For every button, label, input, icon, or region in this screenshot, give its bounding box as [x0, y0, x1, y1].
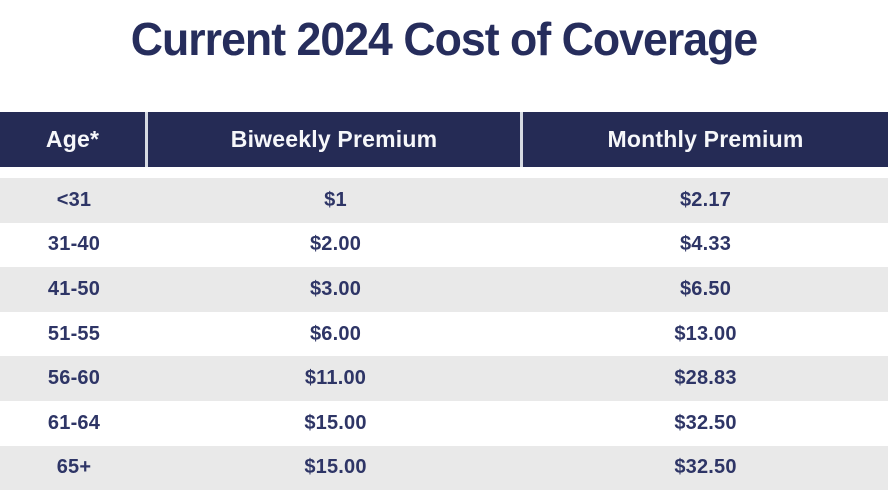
table-cell-age: 56-60: [47, 367, 101, 390]
table-body: [0, 178, 888, 490]
table-row: [0, 446, 888, 490]
table-cell-age: <31: [56, 188, 92, 211]
table-cell-monthly-premium: $28.83: [674, 367, 737, 390]
table-cell-monthly-premium: $2.17: [679, 188, 732, 211]
page-title: Current 2024 Cost of Coverage: [130, 13, 758, 65]
table-cell-biweekly-premium: $6.00: [309, 322, 362, 345]
table-cell-age: 61-64: [47, 411, 101, 434]
table-cell-biweekly-premium: $3.00: [309, 277, 362, 300]
table-cell-age: 41-50: [47, 277, 101, 300]
table-cell-age: 31-40: [47, 233, 101, 256]
header-cell-age: Age*: [0, 112, 148, 167]
header-cell-biweekly-premium: Biweekly Premium: [148, 112, 523, 167]
table-cell-monthly-premium: $32.50: [674, 456, 737, 479]
table-cell-biweekly-premium: $15.00: [304, 456, 367, 479]
table-cell-biweekly-premium: $1: [324, 188, 347, 211]
table-cell-biweekly-premium: $2.00: [309, 233, 362, 256]
table-cell-monthly-premium: $6.50: [679, 277, 732, 300]
table-cell-monthly-premium: $13.00: [674, 322, 737, 345]
table-row: [0, 312, 888, 357]
table-row: [0, 401, 888, 446]
premium-table: [0, 112, 888, 490]
table-row: [0, 356, 888, 401]
table-cell-monthly-premium: $32.50: [674, 411, 737, 434]
table-row: [0, 223, 888, 268]
header-body-gap: [0, 167, 888, 178]
table-row: [0, 178, 888, 223]
table-header-row: [0, 112, 888, 167]
table-cell-biweekly-premium: $11.00: [304, 367, 367, 390]
table-cell-biweekly-premium: $15.00: [304, 411, 367, 434]
table-row: [0, 267, 888, 312]
table-cell-monthly-premium: $4.33: [679, 233, 732, 256]
table-cell-age: 65+: [56, 456, 92, 479]
table-cell-age: 51-55: [47, 322, 101, 345]
header-cell-monthly-premium: Monthly Premium: [523, 112, 888, 167]
